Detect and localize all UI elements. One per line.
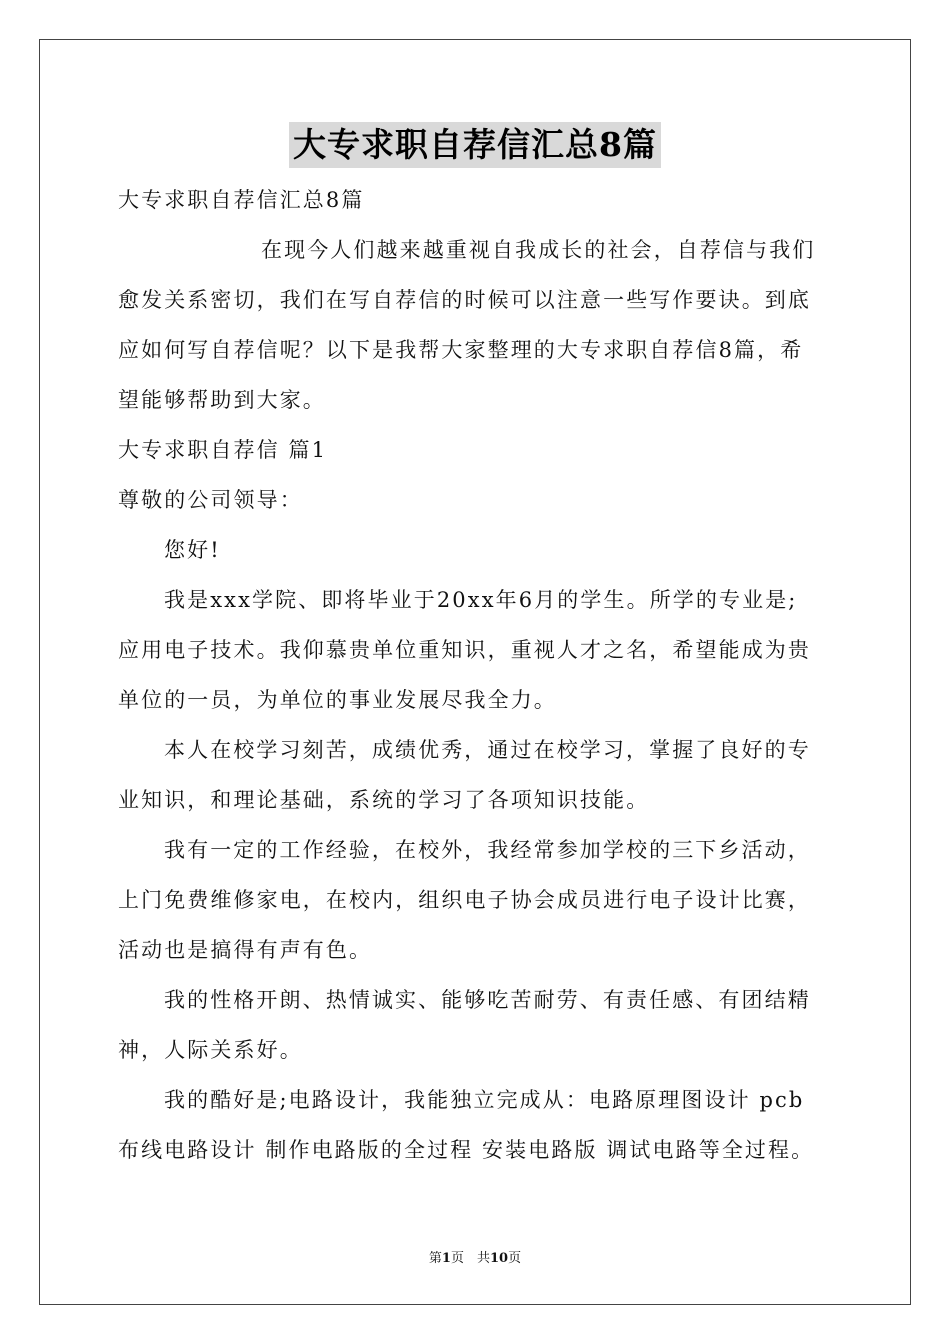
document-title: 大专求职自荐信汇总8篇 bbox=[289, 122, 661, 168]
footer-suffix: 页 bbox=[508, 1251, 522, 1266]
intro-line-2: 愈发关系密切，我们在写自荐信的时候可以注意一些写作要诀。到底 bbox=[118, 288, 811, 312]
section-heading: 大专求职自荐信 篇1 bbox=[118, 438, 328, 462]
body-line-5: 业知识，和理论基础，系统的学习了各项知识技能。 bbox=[118, 788, 650, 812]
footer-mid: 页 共 bbox=[450, 1251, 490, 1266]
intro-line-4: 望能够帮助到大家。 bbox=[118, 388, 326, 412]
body-line-9: 我的性格开朗、热情诚实、能够吃苦耐劳、有责任感、有团结精 bbox=[164, 988, 811, 1012]
page-border bbox=[39, 39, 911, 1305]
body-line-2: 应用电子技术。我仰慕贵单位重知识，重视人才之名，希望能成为贵 bbox=[118, 638, 811, 662]
footer-page-current: 1 bbox=[441, 1251, 451, 1266]
footer-page-total: 10 bbox=[489, 1251, 509, 1266]
doc-subtitle-line: 大专求职自荐信汇总8篇 bbox=[118, 188, 365, 212]
body-line-3: 单位的一员，为单位的事业发展尽我全力。 bbox=[118, 688, 557, 712]
body-line-8: 活动也是搞得有声有色。 bbox=[118, 938, 373, 962]
greeting: 您好! bbox=[164, 538, 221, 562]
salutation: 尊敬的公司领导： bbox=[118, 488, 303, 512]
body-line-1: 我是xxx学院、即将毕业于20xx年6月的学生。所学的专业是; bbox=[164, 588, 798, 612]
body-line-7: 上门免费维修家电，在校内，组织电子协会成员进行电子设计比赛， bbox=[118, 888, 811, 912]
body-line-4: 本人在校学习刻苦，成绩优秀，通过在校学习，掌握了良好的专 bbox=[164, 738, 811, 762]
title-container bbox=[0, 122, 950, 168]
body-line-6: 我有一定的工作经验，在校外，我经常参加学校的三下乡活动， bbox=[164, 838, 811, 862]
page-footer bbox=[0, 1247, 950, 1266]
body-line-11: 我的酷好是;电路设计，我能独立完成从：电路原理图设计 pcb bbox=[164, 1088, 805, 1112]
intro-line-1: 在现今人们越来越重视自我成长的社会，自荐信与我们 bbox=[261, 238, 816, 262]
footer-prefix: 第 bbox=[428, 1251, 442, 1266]
body-line-10: 神，人际关系好。 bbox=[118, 1038, 303, 1062]
intro-line-3: 应如何写自荐信呢？以下是我帮大家整理的大专求职自荐信8篇，希 bbox=[118, 338, 804, 362]
body-line-12: 布线电路设计 制作电路版的全过程 安装电路版 调试电路等全过程。 bbox=[118, 1138, 815, 1162]
